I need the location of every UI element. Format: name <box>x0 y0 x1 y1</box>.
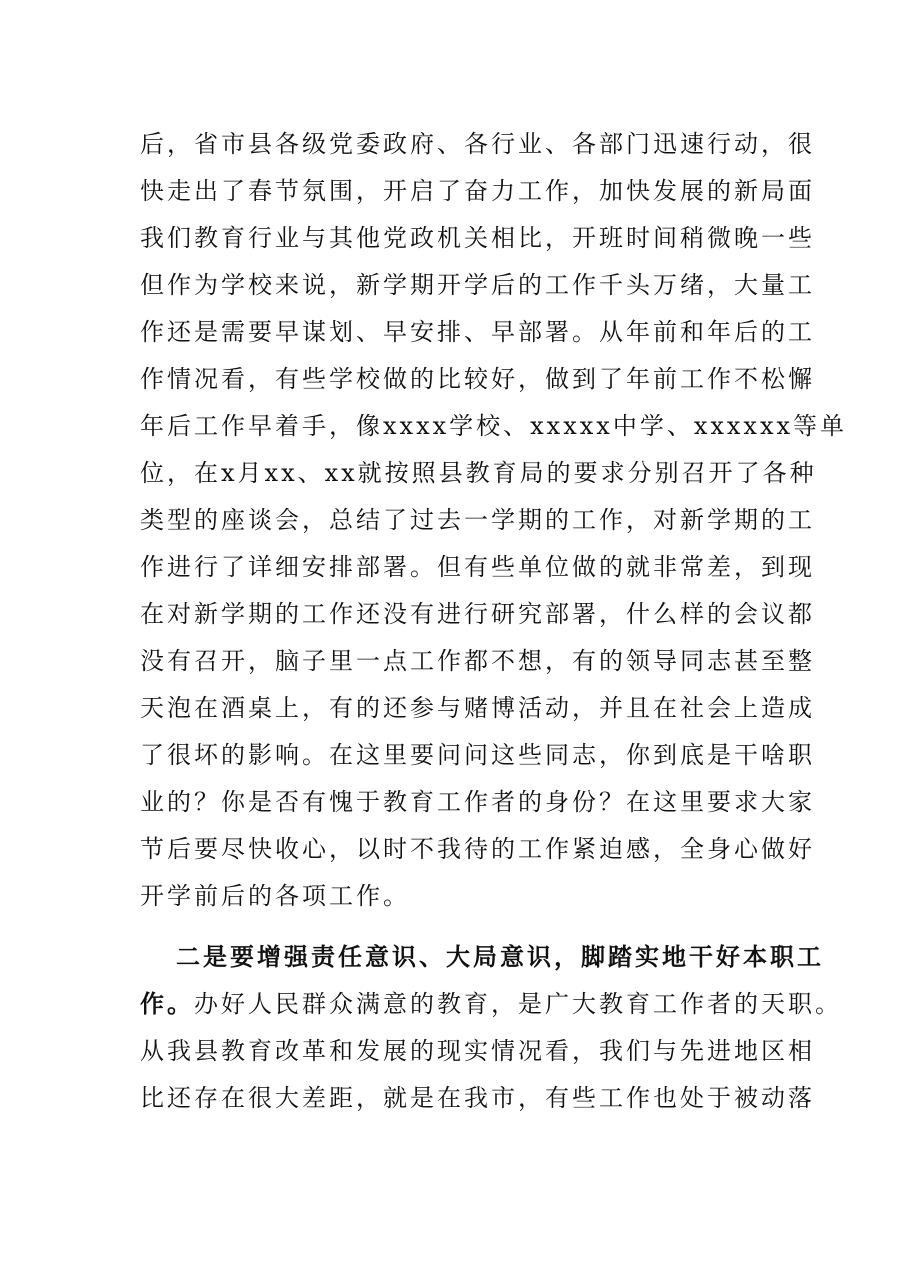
text-line: 年后工作早着手，像xxxx学校、xxxxx中学、xxxxxx等单 <box>140 412 848 440</box>
text-line: 后，省市县各级党委政府、各行业、各部门迅速行动，很 <box>140 130 815 158</box>
text-line: 作还是需要早谋划、早安排、早部署。从年前和年后的工 <box>140 318 815 346</box>
text-line: 我们教育行业与其他党政机关相比，开班时间稍微晚一些 <box>140 224 815 252</box>
text-line: 作进行了详细安排部署。但有些单位做的就非常差，到现 <box>140 553 815 581</box>
text-line: 了很坏的影响。在这里要问问这些同志，你到底是干啥职 <box>140 741 815 769</box>
text-line: 没有召开，脑子里一点工作都不想，有的领导同志甚至整 <box>140 647 815 675</box>
text-line: 快走出了春节氛围，开启了奋力工作，加快发展的新局面 <box>140 177 815 205</box>
text-line: 作情况看，有些学校做的比较好，做到了年前工作不松懈 <box>140 365 815 393</box>
text-span: 办好人民群众满意的教育，是广大教育工作者的天职。 <box>194 990 842 1018</box>
section-heading-end: 作。 <box>140 989 194 1018</box>
text-line: 位，在x月xx、xx就按照县教育局的要求分别召开了各种 <box>140 459 817 487</box>
text-line: 节后要尽快收心，以时不我待的工作紧迫感，全身心做好 <box>140 835 815 863</box>
text-line: 从我县教育改革和发展的现实情况看，我们与先进地区相 <box>140 1037 815 1065</box>
text-line: 但作为学校来说，新学期开学后的工作千头万绪，大量工 <box>140 271 815 299</box>
text-line: 在对新学期的工作还没有进行研究部署，什么样的会议都 <box>140 600 815 628</box>
text-line: 开学前后的各项工作。 <box>140 882 410 910</box>
text-line: 类型的座谈会，总结了过去一学期的工作，对新学期的工 <box>140 506 815 534</box>
text-line: 天泡在酒桌上，有的还参与赌博活动，并且在社会上造成 <box>140 694 815 722</box>
text-line: 业的？你是否有愧于教育工作者的身份？在这里要求大家 <box>140 788 815 816</box>
text-line <box>140 984 842 1024</box>
text-line: 比还存在很大差距，就是在我市，有些工作也处于被动落 <box>140 1084 815 1112</box>
section-heading: 二是要增强责任意识、大局意识，脚踏实地干好本职工 <box>176 942 824 971</box>
